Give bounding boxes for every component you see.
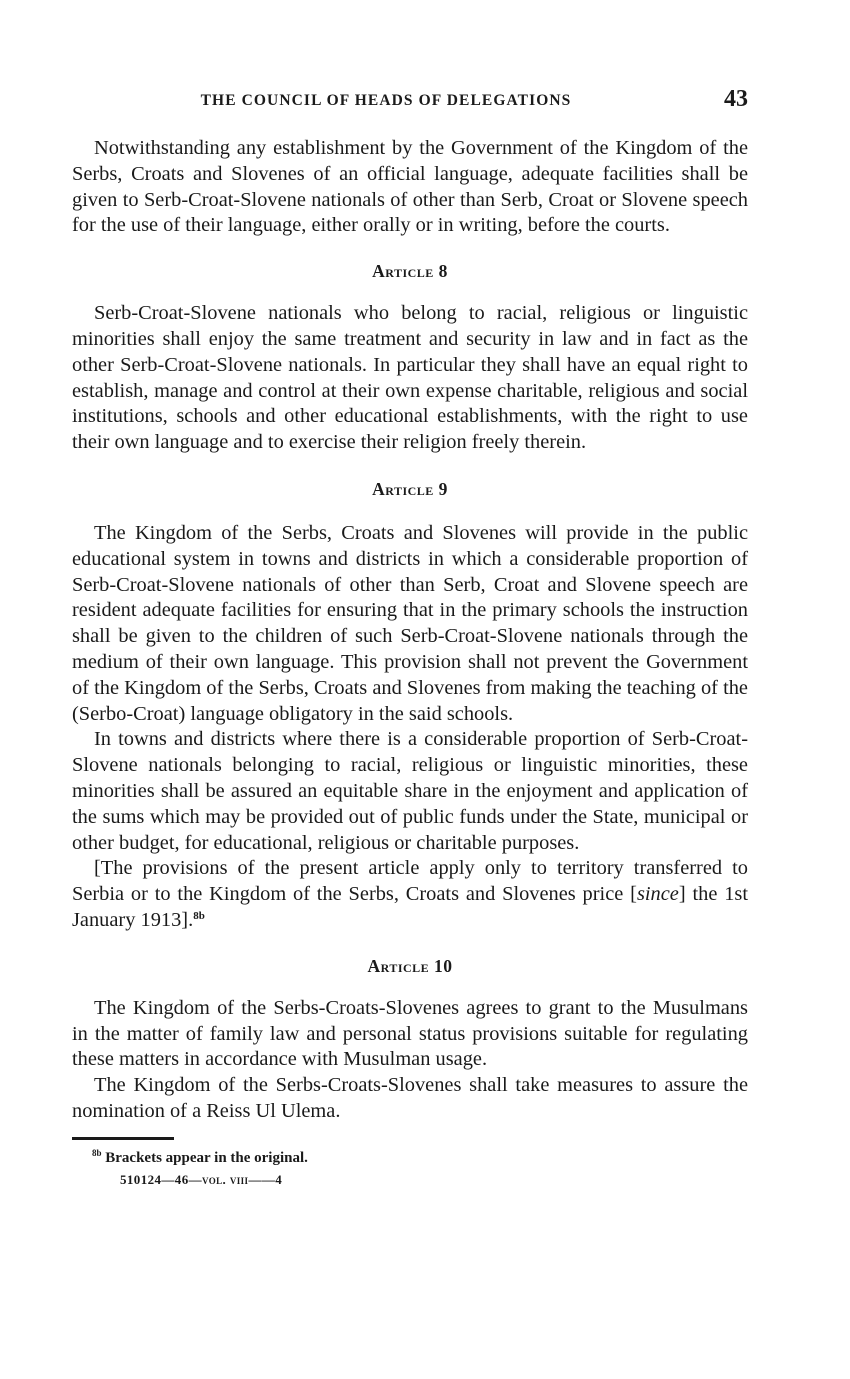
print-code-number: 510124—46— — [120, 1171, 202, 1187]
document-page — [72, 86, 748, 1188]
footnote-divider — [72, 1137, 174, 1140]
footnote-marker: 8b — [92, 1147, 102, 1158]
article-10-paragraph-1: The Kingdom of the Serbs-Croats-Slovenes agrees to grant to the Musulmans in the matter of family law and personal status provisions suitable for regulating these matters in accordance with Musulman usage. — [72, 996, 748, 1071]
running-header — [72, 86, 748, 116]
article-8-heading: Article 8 — [372, 261, 448, 282]
since-italic: since — [636, 883, 679, 906]
print-code-part: ——4 — [248, 1171, 283, 1187]
footnote-reference-8b[interactable]: 8b — [193, 909, 205, 922]
paragraph-official-language: Notwithstanding any establishment by the Government of the Kingdom of the Serbs, Croats and Slovenes of an official language, adequate facilities shall be given to Serb-Croat-Slovene nationals of other than Serb, Croat or Slovene speech for the use of their language, either orally or in writing, before the courts. — [72, 137, 748, 237]
article-10-heading: Article 10 — [367, 955, 453, 976]
article-9-paragraph-1: The Kingdom of the Serbs, Croats and Slovenes will provide in the public educational system in towns and districts in which a considerable proportion of Serb-Croat-Slovene nationals of other than Serb, Croat and Slovene speech are resident adequate facilities for ensuring that in the primary schools the instruction shall be given to the children of such Serb-Croat-Slovene nationals through the medium of their own language. This provision shall not prevent the Government of the Kingdom of the Serbs, Croats and Slovenes from making the teaching of the (Serbo-Croat) language obligatory in the said schools. — [72, 521, 748, 725]
running-title: THE COUNCIL OF HEADS OF DELEGATIONS — [200, 92, 572, 109]
print-code — [120, 1172, 748, 1188]
article-9-paragraph-3 — [72, 856, 748, 933]
footnote-8b — [92, 1148, 748, 1168]
print-code-volume: vol. viii — [202, 1171, 249, 1187]
article-9-paragraph-3-start: [The provisions of the present article apply only to territory transferred to Serbia or to the Kingdom of the Serbs, Croats and Slovenes price [ — [72, 857, 748, 906]
article-9-heading: Article 9 — [372, 478, 448, 499]
article-10-paragraph-2: The Kingdom of the Serbs-Croats-Slovenes shall take measures to assure the nomination of a Reiss Ul Ulema. — [72, 1074, 748, 1122]
article-8-paragraph: Serb-Croat-Slovene nationals who belong to racial, religious or linguistic minorities shall enjoy the same treatment and security in law and in fact as the other Serb-Croat-Slovene nationals. In particular they shall have an equal right to establish, manage and control at their own expense charitable, religious and social institutions, schools and other educational establishments, with the right to use their own language and to exercise their religion freely therein. — [72, 302, 748, 454]
article-9-paragraph-2: In towns and districts where there is a considerable proportion of Serb-Croat-Slovene nationals belonging to racial, religious or linguistic minorities, these minorities shall be assured an equitable share in the enjoyment and application of the sums which may be provided out of public funds under the State, municipal or other budget, for educational, religious or charitable purposes. — [72, 728, 748, 854]
page-number: 43 — [724, 86, 748, 112]
footnote-text: Brackets appear in the original. — [105, 1149, 308, 1166]
article-9-paragraph-3-end: ] the 1st January 1913]. — [72, 883, 748, 931]
